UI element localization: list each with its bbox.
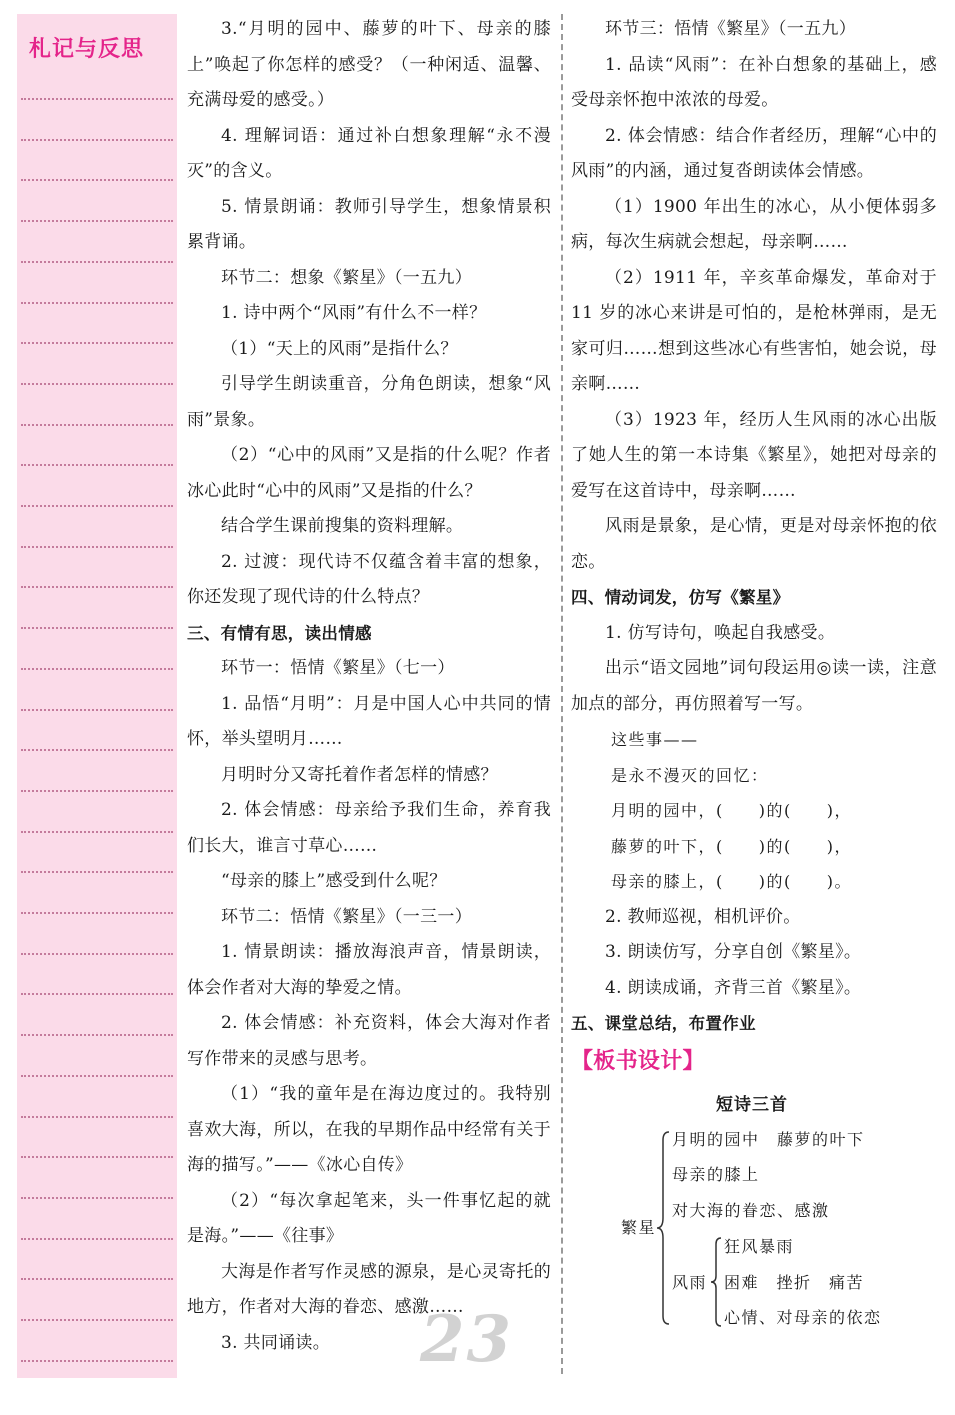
note-line — [21, 179, 173, 181]
paragraph: 风雨是景象，是心情，更是对母亲怀抱的依恋。 — [571, 516, 937, 572]
note-line — [21, 505, 173, 507]
right-column — [571, 12, 937, 1082]
board-sub-root: 风雨 — [672, 1273, 708, 1292]
paragraph: 3.“月明的园中、藤萝的叶下、母亲的膝上”唤起了你怎样的感受？（一种闲适、温馨、充满母爱的感受。） — [187, 19, 551, 110]
paragraph: 1. 品读“风雨”：在补白想象的基础上，感受母亲怀抱中浓浓的母爱。 — [571, 54, 937, 110]
paragraph: 引导学生朗读重音，分角色朗读，想象“风雨”景象。 — [187, 374, 551, 430]
paragraph: （1）1900 年出生的冰心，从小便体弱多病，每次生病就会想起，母亲啊…… — [571, 196, 937, 252]
note-line — [21, 424, 173, 426]
paragraph: 环节二：想象《繁星》（一五九） — [221, 267, 472, 288]
board-sub-1: 狂风暴雨 — [724, 1237, 795, 1256]
board-line-2: 母亲的膝上 — [672, 1165, 760, 1184]
paragraph: 环节一：悟情《繁星》（七一） — [221, 658, 455, 678]
note-line — [21, 953, 173, 955]
note-line — [21, 302, 173, 304]
note-line — [21, 1360, 173, 1362]
notes-sidebar — [17, 14, 177, 1378]
note-line — [21, 749, 173, 751]
paragraph: 1. 仿写诗句，唤起自我感受。 — [605, 622, 836, 643]
paragraph: 环节二：悟情《繁星》（一三一） — [221, 906, 472, 927]
note-line — [21, 261, 173, 263]
paragraph: （1）“天上的风雨”是指什么？ — [221, 338, 458, 359]
paragraph: （2）“心中的风雨”又是指的什么呢？作者冰心此时“心中的风雨”又是指的什么？ — [187, 445, 551, 501]
column-divider — [561, 14, 563, 1374]
board-sub-2: 困难 挫折 痛苦 — [724, 1273, 865, 1292]
paragraph: 环节三：悟情《繁星》（一五九） — [605, 19, 856, 39]
note-line — [21, 586, 173, 588]
note-line — [21, 1075, 173, 1077]
note-line — [21, 546, 173, 548]
board-root: 繁星 — [621, 1218, 657, 1237]
paragraph: 1. 诗中两个“风雨”有什么不一样？ — [221, 303, 487, 323]
note-line — [21, 790, 173, 792]
note-line — [21, 1116, 173, 1118]
note-line — [21, 871, 173, 873]
note-line — [21, 342, 173, 344]
section-heading: 三、有情有思，读出情感 — [187, 623, 372, 643]
paragraph: 4. 理解词语：通过补白想象理解“永不漫灭”的含义。 — [187, 125, 551, 181]
notes-title: 札记与反思 — [29, 37, 145, 62]
paragraph: 1. 品悟“月明”：月是中国人心中共同的情怀，举头望明月…… — [187, 693, 551, 749]
board-line-1: 月明的园中 藤萝的叶下 — [672, 1130, 865, 1149]
paragraph: 3. 朗读仿写，分享自创《繁星》。 — [605, 942, 862, 962]
note-line — [21, 993, 173, 995]
left-column — [187, 12, 551, 1361]
note-line — [21, 668, 173, 670]
paragraph: 2. 体会情感：结合作者经历，理解“心中的风雨”的内涵，通过复沓朗读体会情感。 — [571, 125, 937, 181]
paragraph: 月明时分又寄托着作者怎样的情感？ — [221, 764, 498, 785]
note-line — [21, 912, 173, 914]
paragraph: “母亲的膝上”感受到什么呢？ — [221, 871, 447, 891]
paragraph: 2. 教师巡视，相机评价。 — [605, 906, 801, 927]
note-line — [21, 1197, 173, 1199]
board-design-heading: 【板书设计】 — [571, 1048, 705, 1074]
poem-line: 藤萝的叶下，( )的( )， — [611, 836, 852, 856]
paragraph: 2. 体会情感：母亲给予我们生命，养育我们长大，谁言寸草心…… — [187, 800, 551, 856]
paragraph: （1）“我的童年是在海边度过的。我特别喜欢大海，所以，在我的早期作品中经常有关于海的描写。”——《冰心自传》 — [187, 1084, 551, 1175]
note-line — [21, 627, 173, 629]
note-line — [21, 464, 173, 466]
paragraph: 结合学生课前搜集的资料理解。 — [221, 516, 464, 536]
note-line — [21, 1319, 173, 1321]
note-line — [21, 831, 173, 833]
paragraph: 3. 共同诵读。 — [221, 1332, 331, 1353]
paragraph: 大海是作者写作灵感的源泉，是心灵寄托的地方，作者对大海的眷恋、感激…… — [187, 1261, 551, 1317]
section-heading: 五、课堂总结，布置作业 — [571, 1014, 756, 1033]
poem-line: 月明的园中，( )的( )， — [611, 801, 852, 820]
note-line — [21, 1034, 173, 1036]
paragraph: 出示“语文园地”词句段运用◎读一读，注意加点的部分，再仿照着写一写。 — [571, 658, 937, 714]
note-line — [21, 139, 173, 141]
paragraph: 2. 过渡：现代诗不仅蕴含着丰富的想象，你还发现了现代诗的什么特点？ — [187, 551, 551, 607]
poem-line: 母亲的膝上，( )的( )。 — [611, 872, 852, 891]
note-line — [21, 220, 173, 222]
board-brace-main — [655, 1130, 671, 1326]
note-line — [21, 1278, 173, 1280]
poem-line: 这些事—— — [611, 730, 699, 749]
board-title: 短诗三首 — [716, 1095, 788, 1115]
board-sub-3: 心情、对母亲的依恋 — [724, 1308, 882, 1327]
note-line — [21, 98, 173, 100]
note-line — [21, 1238, 173, 1240]
board-line-3: 对大海的眷恋、感激 — [672, 1201, 830, 1220]
paragraph: 5. 情景朗诵：教师引导学生，想象情景积累背诵。 — [187, 196, 551, 252]
paragraph: 1. 情景朗读：播放海浪声音，情景朗读，体会作者对大海的挚爱之情。 — [187, 942, 551, 998]
note-line — [21, 1156, 173, 1158]
note-line — [21, 383, 173, 385]
section-heading: 四、情动词发，仿写《繁星》 — [571, 588, 790, 607]
paragraph: （2）“每次拿起笔来，头一件事忆起的就是海。”——《往事》 — [187, 1190, 551, 1246]
poem-block — [571, 722, 937, 900]
note-line — [21, 709, 173, 711]
board-brace-sub — [709, 1236, 723, 1328]
paragraph: （3）1923 年，经历人生风雨的冰心出版了她人生的第一本诗集《繁星》，她把对母亲的爱写在这首诗中，母亲啊…… — [571, 409, 937, 501]
paragraph: （2）1911 年，辛亥革命爆发，革命对于 11 岁的冰心来讲是可怕的，是枪林弹雨，是无家可归……想到这些冰心有些害怕，她会说，母亲啊…… — [571, 267, 937, 394]
poem-line: 是永不漫灭的回忆： — [611, 765, 769, 785]
page-number: 23 — [420, 1302, 514, 1377]
paragraph: 4. 朗读成诵，齐背三首《繁星》。 — [605, 977, 862, 998]
paragraph: 2. 体会情感：补充资料，体会大海对作者写作带来的灵感与思考。 — [187, 1013, 551, 1069]
